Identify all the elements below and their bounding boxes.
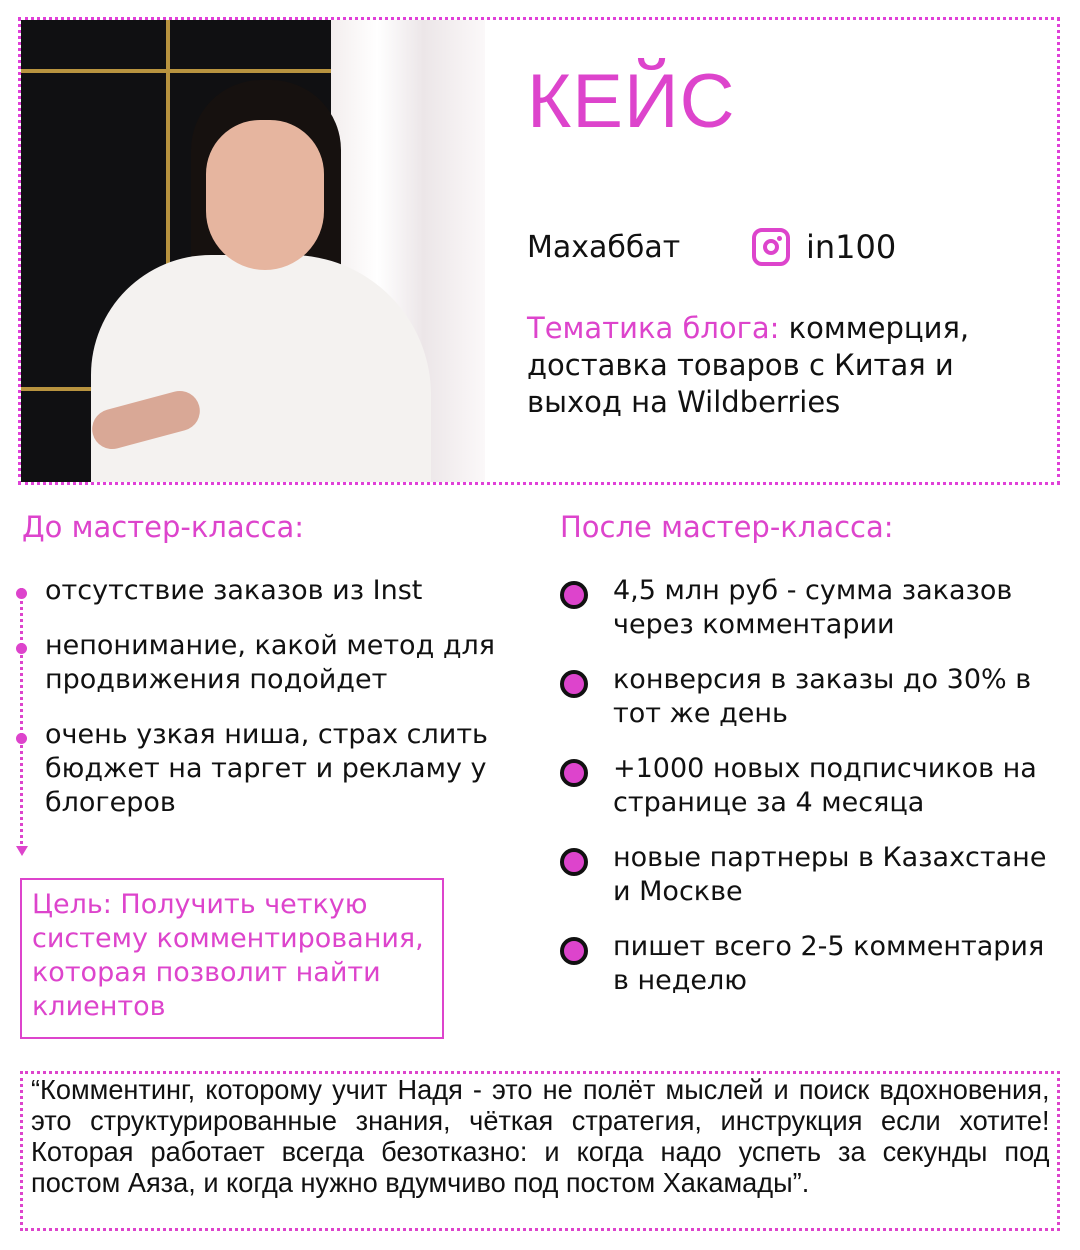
testimonial-quote xyxy=(20,1071,1060,1231)
timeline-dot xyxy=(16,588,27,599)
quote-text: “Комментинг, которому учит Надя - это не полёт мыслей и поиск вдохновения, это структурированные знания, чёткая стратегия, инструкция если хотите! Которая работает всегда безотказно: и когда надо успеть за секунды под постом Аяза, и когда нужно вдумчиво под постом Хакамады”. xyxy=(31,1074,1050,1198)
page-title: КЕЙС xyxy=(527,59,736,144)
list-item: непонимание, какой метод для продвижения подойдет xyxy=(45,630,495,695)
list-item-text: конверсия в заказы до 30% в тот же день xyxy=(613,664,1032,729)
after-heading: После мастер-класса: xyxy=(560,510,894,544)
instagram-link[interactable] xyxy=(752,228,896,266)
list-item: отсутствие заказов из Inst xyxy=(45,575,423,606)
client-name: Махаббат xyxy=(527,230,681,265)
goal-box xyxy=(20,878,444,1039)
blog-topic xyxy=(527,310,1037,421)
after-list xyxy=(558,574,1068,1019)
list-item xyxy=(558,841,1068,909)
bullet-icon xyxy=(560,937,588,965)
list-item xyxy=(558,752,1068,820)
timeline-dot xyxy=(16,733,27,744)
timeline-dot xyxy=(16,643,27,654)
timeline-arrow-icon xyxy=(16,846,28,856)
timeline-line xyxy=(20,588,23,850)
bullet-icon xyxy=(560,848,588,876)
list-item-text: пишет всего 2-5 комментария в неделю xyxy=(613,931,1045,996)
list-item xyxy=(558,663,1068,731)
bullet-icon xyxy=(560,581,588,609)
photo-decor xyxy=(91,255,431,482)
list-item-text: +1000 новых подписчиков на странице за 4 месяца xyxy=(613,753,1037,818)
list-item xyxy=(558,930,1068,998)
list-item xyxy=(558,574,1068,642)
before-list xyxy=(45,574,515,841)
list-item-text: 4,5 млн руб - сумма заказов через комментарии xyxy=(613,575,1013,640)
instagram-icon xyxy=(752,228,790,266)
blog-topic-text: коммерция, доставка товаров с Китая и выход на Wildberries xyxy=(527,311,970,419)
blog-topic-label: Тематика блога: xyxy=(527,311,780,345)
bullet-icon xyxy=(560,670,588,698)
photo-decor xyxy=(21,69,331,73)
instagram-handle: in100 xyxy=(806,228,897,266)
before-heading: До мастер-класса: xyxy=(22,510,305,544)
bullet-icon xyxy=(560,759,588,787)
goal-text: Цель: Получить четкую систему комментирования, которая позволит найти клиентов xyxy=(32,889,424,1022)
profile-photo xyxy=(21,20,485,482)
photo-decor xyxy=(206,120,324,270)
list-item: очень узкая ниша, страх слить бюджет на таргет и рекламу у блогеров xyxy=(45,719,488,818)
list-item-text: новые партнеры в Казахстане и Москве xyxy=(613,842,1047,907)
timeline xyxy=(18,588,26,858)
